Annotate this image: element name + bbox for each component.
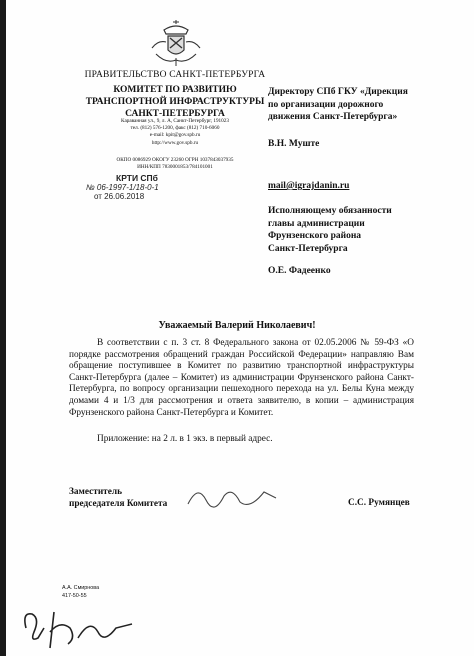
government-header: ПРАВИТЕЛЬСТВО САНКТ-ПЕТЕРБУРГА xyxy=(84,70,266,80)
committee-name: КОМИТЕТ ПО РАЗВИТИЮ ТРАНСПОРТНОЙ ИНФРАСТРУКТУРЫ САНКТ-ПЕТЕРБУРГА xyxy=(85,85,265,119)
registration-codes: ОКПО 0086929 ОКОГУ 23260 ОГРН 1037843037935 ИНН/КПП 7830001853/784101001 xyxy=(116,157,234,171)
executor-info: А.А. Смирнова 417-50-55 xyxy=(62,585,100,599)
recipient-secondary: Исполняющему обязанности главы администрации Фрунзенского района Санкт-Петербурга xyxy=(268,206,392,254)
recipient-primary-name: В.Н. Муште xyxy=(268,139,320,149)
recipient-email-link[interactable]: mail@igrajdanin.ru xyxy=(268,181,350,191)
recipient-secondary-name: О.Е. Фадеенко xyxy=(268,266,331,276)
handwritten-mark-icon xyxy=(20,598,140,650)
attachment-note: Приложение: на 2 л. в 1 экз. в первый адрес. xyxy=(97,434,273,444)
letter-body: В соответствии с п. 3 ст. 8 Федерального закона от 02.05.2006 № 59-ФЗ «О порядке рассмотрения обращений граждан Российской Федерации» направляю Вам обращение поступившее в Комитет по развитию транспортной инфраструктуры Санкт-Петербурга (далее – Комитет) из администрации Фрунзенского района Санкт-Петербурга, по вопросу организации пешеходного перехода на ул. Белы Куна между домами 4 и 1/3 для рассмотрения и ответа заявителю, в копии – администрация Фрунзенского района Санкт-Петербурга и Комитет. xyxy=(69,338,414,418)
committee-address: Караванная ул., 9, л. А, Санкт-Петербург, 191023 тел. (812) 576-1200, факс (812) 710-6060 e-mail: kpit@gov.spb.ru http://www.gov.spb.ru xyxy=(121,118,229,146)
letter-greeting: Уважаемый Валерий Николаевич! xyxy=(158,320,316,331)
signatory-title: Заместитель председателя Комитета xyxy=(69,487,168,509)
registration-stamp: КРТИ СПб № 06-1997-1/18-0-1 от 26.06.2018 xyxy=(86,173,159,201)
coat-of-arms-icon xyxy=(146,20,206,66)
signatory-name: С.С. Румянцев xyxy=(348,498,410,508)
recipient-primary: Директору СПб ГКУ «Дирекция по организации дорожного движения Санкт-Петербурга» xyxy=(268,87,408,122)
handwritten-signature-icon xyxy=(180,478,300,518)
